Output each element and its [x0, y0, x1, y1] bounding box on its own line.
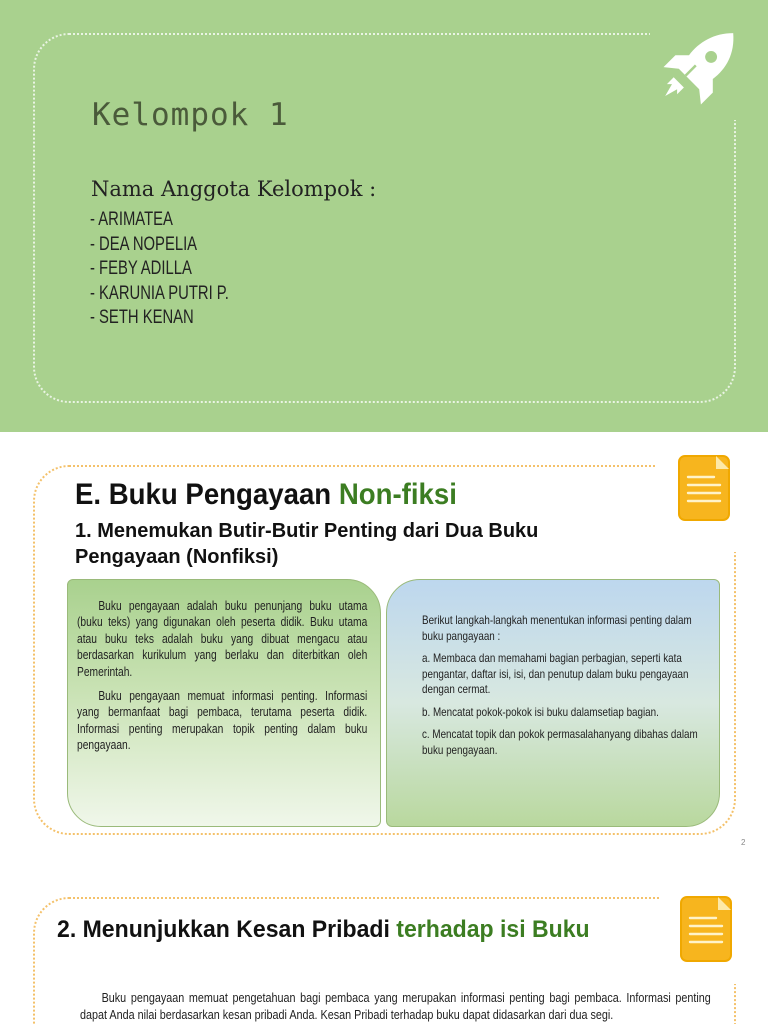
definition-box [67, 579, 381, 827]
list-item: a. Membaca dan memahami bagian perbagian, seperti kata pengantar, daftar isi, isi, dan penutup dalam buku pengayaan dengan cermat. [422, 651, 689, 696]
title-highlight: terhadap isi Buku [396, 916, 590, 943]
slide-subtitle: 1. Menemukan Butir-Butir Penting dari Dua Buku Pengayaan (Nonfiksi) [75, 520, 539, 568]
slide-title [57, 916, 590, 944]
document-icon [678, 455, 730, 521]
list-item: b. Mencatat pokok-pokok isi buku dalamsetiap bagian. [422, 704, 659, 719]
title-highlight: Non-fiksi [338, 478, 457, 511]
paragraph: Buku pengayaan memuat informasi penting. Informasi yang bermanfaat bagi pembaca, terutama peserta didik. Informasi penting merupakan topik penting dalam buku pengayaan. [77, 689, 368, 753]
steps-box [386, 579, 720, 827]
slide-2 [0, 432, 768, 864]
list-item: c. Mencatat topik dan pokok permasalahanyang dibahas dalam buku pengayaan. [422, 727, 698, 757]
group-title: Kelompok 1 [92, 97, 289, 133]
list-item: - SETH KENAN [90, 307, 194, 328]
page-number: 2 [741, 838, 746, 847]
slide-1 [0, 0, 768, 432]
list-item: - DEA NOPELIA [90, 233, 198, 255]
members-list [90, 208, 268, 331]
members-heading: Nama Anggota Kelompok : [91, 177, 377, 201]
list-item: - KARUNIA PUTRI P. [90, 282, 229, 304]
body-paragraph: Buku pengayaan memuat pengetahuan bagi pembaca yang merupakan informasi penting bagi pembaca. Informasi penting dapat Anda nilai berdasarkan kesan pribadi Anda. Kesan Pribadi terhadap buku dapat didasarkan dari dua segi. [80, 990, 711, 1022]
rocket-icon [655, 28, 740, 113]
slide-3 [0, 864, 768, 1024]
slide-title [75, 478, 457, 512]
title-text: E. Buku Pengayaan [75, 478, 339, 511]
paragraph: Berikut langkah-langkah menentukan informasi penting dalam buku pangayaan : [422, 613, 692, 643]
document-icon [680, 896, 732, 962]
list-item: - FEBY ADILLA [90, 258, 192, 279]
title-text: 2. Menunjukkan Kesan Pribadi [57, 916, 397, 943]
paragraph: Buku pengayaan adalah buku penunjang buku utama (buku teks) yang digunakan oleh peserta didik. Buku utama atau buku teks adalah buku yang dibuat mengacu atau berdasarkan kurikulum yang berlaku dan diterbitkan oleh Pemerintah. [77, 599, 368, 679]
list-item: - ARIMATEA [90, 209, 173, 230]
